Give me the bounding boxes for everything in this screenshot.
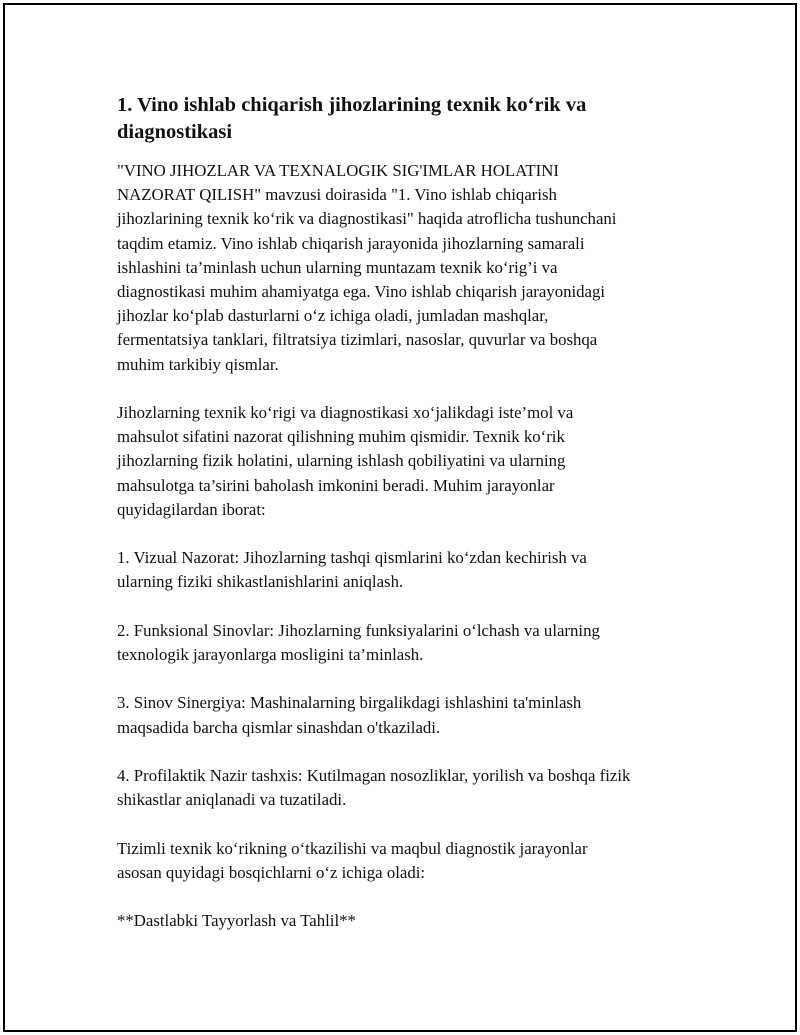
text-line: ularning fiziki shikastlanishlarini aniqlash. [117,572,404,592]
text-line: asosan quyidagi bosqichlarni o‘z ichiga oladi: [117,862,426,882]
text-line: diagnostikasi muhim ahamiyatga ega. Vino ishlab chiqarish jarayonidagi [117,282,606,302]
paragraph-gap [117,667,697,691]
text-line: fermentatsiya tanklari, filtratsiya tizimlari, nasoslar, quvurlar va boshqa [117,330,598,350]
paragraph-gap [117,595,697,619]
text-line: 1. Vizual Nazorat: Jihozlarning tashqi qismlarini ko‘zdan kechirish va [117,548,587,568]
text-line: shikastlar aniqlanadi va tuzatiladi. [117,790,347,810]
list-item-visual-control [117,546,697,594]
text-line: Jihozlarning texnik ko‘rigi va diagnostikasi xo‘jalikdagi iste’mol va [117,403,574,423]
text-line: ishlashini ta’minlash uchun ularning muntazam texnik ko‘rig’i va [117,257,558,277]
text-line: texnologik jarayonlarga mosligini ta’minlash. [117,645,424,665]
paragraph-gap [117,885,697,909]
text-line: Tizimli texnik ko‘rikning o‘tkazilishi va maqbul diagnostik jarayonlar [117,838,588,858]
text-line: maqsadida barcha qismlar sinashdan o'tkaziladi. [117,717,441,737]
text-line: **Dastlabki Tayyorlash va Tahlil** [117,911,356,931]
paragraph-gap [117,740,697,764]
subsection-title [117,909,697,933]
text-line: 4. Profilaktik Nazir tashxis: Kutilmagan nosozliklar, yorilish va boshqa fizik [117,766,631,785]
inspection-paragraph [117,401,697,522]
text-line: quyidagilardan iborat: [117,499,266,519]
paragraph-gap [117,812,697,836]
text-line: mahsulotga ta’sirini baholash imkonini beradi. Muhim jarayonlar [117,475,555,495]
heading-line: 1. Vino ishlab chiqarish jihozlarining texnik ko‘rik va [117,94,587,116]
text-line: jihozlar ko‘plab dasturlarni o‘z ichiga oladi, jumladan mashqlar, [117,306,549,326]
text-line: muhim tarkibiy qismlar. [117,354,279,374]
stages-paragraph [117,837,697,885]
text-line: 3. Sinov Sinergiya: Mashinalarning birgalikdagi ishlashini ta'minlash [117,693,582,713]
text-line: "VINO JIHOZLAR VA TEXNALOGIK SIG'IMLAR HOLATINI [117,161,559,180]
heading-line: diagnostikasi [117,121,233,143]
list-item-synergy-test [117,691,697,739]
text-line: NAZORAT QILISH" mavzusi doirasida "1. Vino ishlab chiqarish [117,185,557,205]
intro-paragraph [117,159,697,377]
text-line: jihozlarining texnik ko‘rik va diagnostikasi" haqida atroflicha tushunchani [117,209,617,229]
document-body [117,92,697,933]
section-heading [117,92,697,146]
paragraph-gap [117,377,697,401]
text-line: taqdim etamiz. Vino ishlab chiqarish jarayonida jihozlarning samarali [117,233,585,253]
text-line: 2. Funksional Sinovlar: Jihozlarning funksiyalarini o‘lchash va ularning [117,620,600,640]
text-line: mahsulot sifatini nazorat qilishning muhim qismidir. Texnik ko‘rik [117,427,565,447]
paragraph-gap [117,522,697,546]
list-item-functional-tests [117,619,697,667]
text-line: jihozlarning fizik holatini, ularning ishlash qobiliyatini va ularning [117,451,566,471]
list-item-preventive-diagnosis [117,764,697,812]
